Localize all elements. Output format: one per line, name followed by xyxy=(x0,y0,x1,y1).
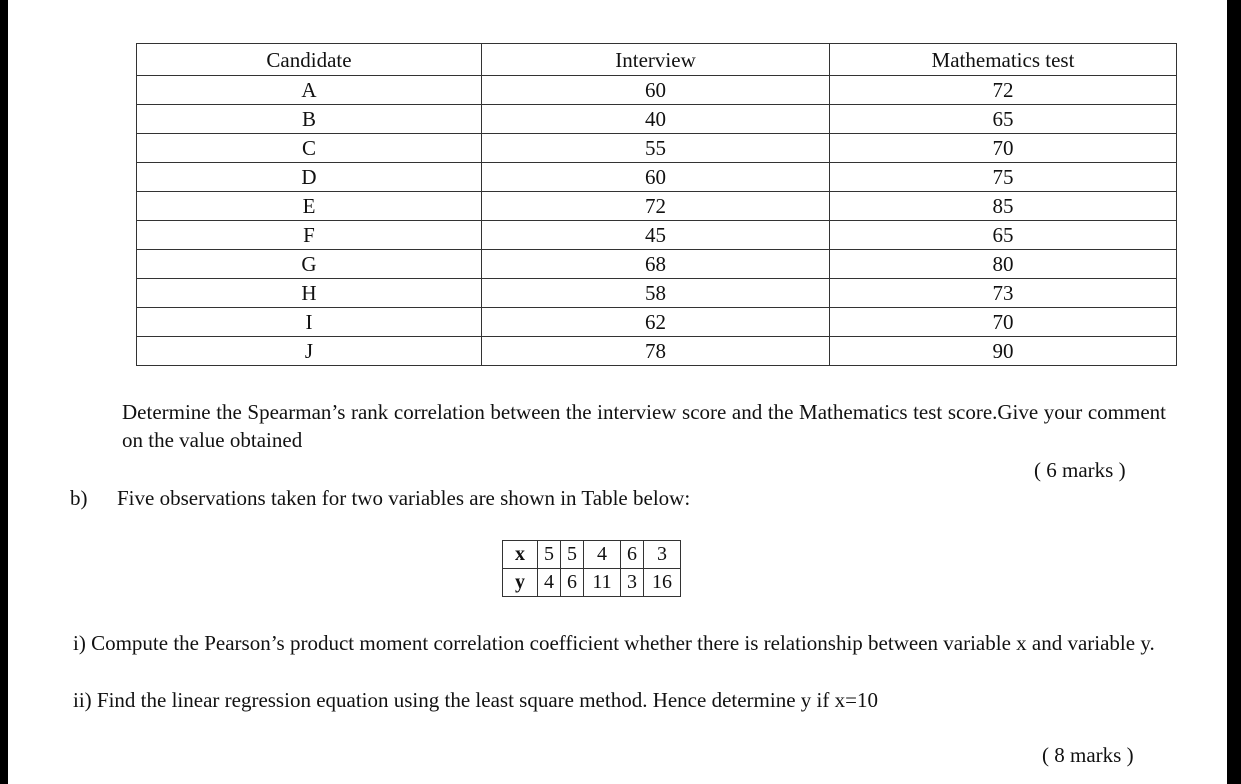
table-header-row xyxy=(137,44,1177,76)
cell-interview: 68 xyxy=(482,250,830,279)
cell-candidate: G xyxy=(137,250,482,279)
cell-mathematics: 65 xyxy=(830,221,1177,250)
table-row xyxy=(137,221,1177,250)
table-row xyxy=(137,279,1177,308)
cell-interview: 58 xyxy=(482,279,830,308)
column-header-mathematics: Mathematics test xyxy=(830,44,1177,76)
y-value: 16 xyxy=(644,569,681,597)
cell-candidate: A xyxy=(137,76,482,105)
cell-mathematics: 65 xyxy=(830,105,1177,134)
question-b-label: b) xyxy=(70,486,88,510)
table-row xyxy=(137,163,1177,192)
y-value: 3 xyxy=(621,569,644,597)
y-row xyxy=(503,569,681,597)
x-value: 5 xyxy=(561,541,584,569)
cell-interview: 45 xyxy=(482,221,830,250)
table-row xyxy=(137,308,1177,337)
x-value: 5 xyxy=(538,541,561,569)
cell-mathematics: 85 xyxy=(830,192,1177,221)
question-b-part-i: i) Compute the Pearson’s product moment correlation coefficient whether there is relationship between variable x and variable y. xyxy=(73,631,1155,655)
y-value: 6 xyxy=(561,569,584,597)
question-b-part-ii: ii) Find the linear regression equation using the least square method. Hence determine y if x=10 xyxy=(73,688,878,712)
cell-mathematics: 90 xyxy=(830,337,1177,366)
x-value: 6 xyxy=(621,541,644,569)
cell-interview: 72 xyxy=(482,192,830,221)
cell-interview: 60 xyxy=(482,76,830,105)
x-value: 3 xyxy=(644,541,681,569)
x-row xyxy=(503,541,681,569)
cell-interview: 62 xyxy=(482,308,830,337)
cell-interview: 60 xyxy=(482,163,830,192)
cell-candidate: I xyxy=(137,308,482,337)
table-row xyxy=(137,250,1177,279)
cell-mathematics: 70 xyxy=(830,308,1177,337)
cell-mathematics: 80 xyxy=(830,250,1177,279)
right-border xyxy=(1227,0,1241,784)
cell-interview: 40 xyxy=(482,105,830,134)
table-row xyxy=(137,192,1177,221)
cell-candidate: J xyxy=(137,337,482,366)
table-row xyxy=(137,337,1177,366)
question-a-text: Determine the Spearman’s rank correlation between the interview score and the Mathematics test score.Give your comment on the value obtained xyxy=(122,400,1166,452)
question-b-text: Five observations taken for two variables are shown in Table below: xyxy=(117,486,691,510)
cell-candidate: B xyxy=(137,105,482,134)
cell-candidate: C xyxy=(137,134,482,163)
scores-table xyxy=(136,43,1177,366)
cell-mathematics: 75 xyxy=(830,163,1177,192)
x-label: x xyxy=(503,541,538,569)
y-value: 4 xyxy=(538,569,561,597)
left-border xyxy=(0,0,8,784)
column-header-interview: Interview xyxy=(482,44,830,76)
cell-mathematics: 73 xyxy=(830,279,1177,308)
x-value: 4 xyxy=(584,541,621,569)
table-row xyxy=(137,76,1177,105)
cell-mathematics: 72 xyxy=(830,76,1177,105)
cell-interview: 78 xyxy=(482,337,830,366)
cell-candidate: F xyxy=(137,221,482,250)
cell-mathematics: 70 xyxy=(830,134,1177,163)
xy-table xyxy=(502,540,681,597)
cell-interview: 55 xyxy=(482,134,830,163)
y-label: y xyxy=(503,569,538,597)
table-row xyxy=(137,105,1177,134)
y-value: 11 xyxy=(584,569,621,597)
column-header-candidate: Candidate xyxy=(137,44,482,76)
cell-candidate: D xyxy=(137,163,482,192)
cell-candidate: E xyxy=(137,192,482,221)
table-row xyxy=(137,134,1177,163)
cell-candidate: H xyxy=(137,279,482,308)
question-b-marks: ( 8 marks ) xyxy=(1042,743,1134,767)
question-a-marks: ( 6 marks ) xyxy=(1034,458,1126,482)
